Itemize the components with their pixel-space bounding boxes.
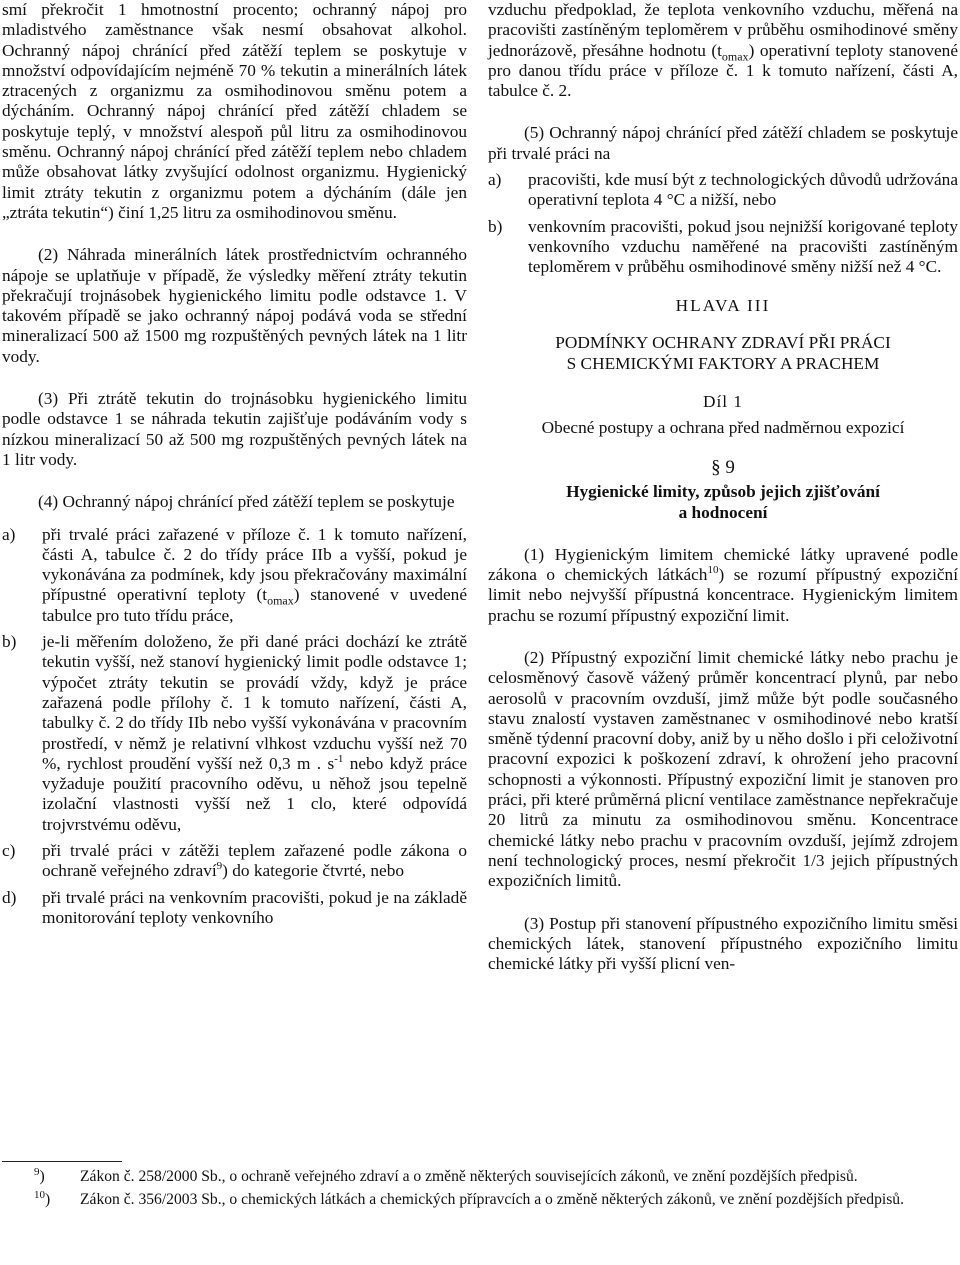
list-item-b [488, 217, 958, 278]
part-heading: HLAVA III [675, 295, 771, 315]
footnote-reference: 10 [707, 564, 719, 577]
paragraph-4-intro: (4) Ochranný nápoj chránící před zátěží teplem se poskytuje [38, 492, 455, 512]
list-marker: d) [2, 887, 17, 907]
list-item-text: ) do kategorie čtvrté, nebo [222, 861, 404, 881]
footnote-reference: 9 [216, 860, 223, 873]
paragraph-text: ) operativní teploty stanovené pro danou třídu práce v příloze č. 1 k tomuto nařízení, části A, tabulce č. 2. [488, 40, 958, 101]
paragraph-text: (1) Hygienickým limitem chemické látky upravené podle zákona o chemických látkách [488, 544, 958, 585]
list-marker: a) [2, 524, 16, 544]
list-item-text: při trvalé práci na venkovním pracovišti, pokud je na základě monitorování teploty venkovního [42, 887, 467, 927]
list-item-text: venkovním pracovišti, pokud jsou nejnižší korigované teploty venkovního vzduchu naměřené na pracovišti zastíněným teploměrem v průběhu osmihodinové směny nižší než 4 °C. [528, 216, 958, 277]
list-item-text: při trvalé práci zařazené v příloze č. 1 k tomuto nařízení, části A, tabulce č. 2 do třídy práce IIb a vyšší, pokud je vykonávána za podmínek, kdy jsou překračovány maximální přípustné operativní teploty (t [42, 524, 467, 605]
list-item-text: nebo když práce vyžaduje použití pracovního oděvu, u něhož jsou tepelně izolační vlastnosti vyšší než 1 clo, které odpovídá trojvrstvému oděvu, [42, 753, 467, 834]
section-paragraph-3: (3) Postup při stanovení přípustného expozičního limitu směsi chemických látek, stanovení přípustného expozičního limitu chemické látky při vyšší plicní ven- [488, 913, 958, 974]
paragraph-2: (2) Náhrada minerálních látek prostřednictvím ochranného nápoje se uplatňuje v případě, že výsledky měření ztráty tekutin překračují trojnásobek hygienického limitu podle odstavce 1. V takovém případě se jako ochranný nápoj podává voda se střední mineralizací 500 až 1500 mg rozpuštěných pevných látek na 1 litr vody. [2, 245, 467, 366]
section-paragraph-2: (2) Přípustný expoziční limit chemické látky nebo prachu je celosměnový časově vážený průměr koncentrací plynů, par nebo aerosolů v pracovním ovzduší, jimž může být podle současného stavu znalostí vystaven zaměstnanec v osmihodinové nebo kratší směně týdenní pracovní doby, aniž by u něho došlo i při celoživotní pracovní expozici k poškození zdraví, k ohrožení jeho pracovní schopnosti a výkonnosti. Přípustný expoziční limit je stanoven pro práci, při které průměrná plicní ventilace zaměstnance nepřekračuje 20 litrů za minutu za osmihodinovou směnu. Koncentrace chemické látky nebo prachu v pracovním ovzduší, jejímž zdrojem není technologický proces, nesmí překročit 1/3 jejich přípustných expozičních limitů. [488, 647, 958, 891]
footnote-number: 10 [34, 1188, 45, 1201]
footnote-marker: $^{10}$) [34, 1188, 51, 1208]
list-item-b [2, 632, 467, 835]
paragraph-5-list [488, 170, 958, 277]
list-marker: b) [2, 632, 17, 652]
paragraph-4d-continuation [488, 0, 958, 101]
left-column [2, 0, 467, 934]
right-column [488, 0, 958, 974]
paragraph-text: ) se rozumí přípustný expoziční limit nebo nejvyšší přípustná koncentrace. Hygienickým limitem prachu se rozumí přípustný expoziční limit. [488, 565, 959, 625]
footnote-separator [2, 1161, 122, 1162]
footnote-number: 9 [34, 1165, 40, 1178]
list-marker: b) [488, 216, 503, 236]
paragraph-5-intro: (5) Ochranný nápoj chránící před zátěží chladem se poskytuje při trvalé práci na [488, 123, 958, 163]
division-heading: Díl 1 [702, 391, 744, 411]
section-number: § 9 [711, 457, 735, 479]
list-item-a [2, 525, 467, 626]
footnotes [34, 1167, 959, 1213]
list-item-text: pracovišti, kde musí být z technologických důvodů udržována operativní teplota 4 °C a nižší, nebo [528, 170, 958, 210]
paragraph-4-list [2, 525, 467, 929]
list-item-text: ) stanovené v uvedené tabulce pro tuto třídu práce, [42, 585, 467, 625]
subscript: omax [267, 593, 294, 608]
superscript: -1 [334, 753, 344, 766]
list-item-text: při trvalé práci v zátěži teplem zařazené podle zákona o ochraně veřejného zdraví [42, 840, 467, 881]
subscript: omax [721, 49, 749, 64]
list-item-text: je-li měřením doloženo, že při dané práci dochází ke ztrátě tekutin vyšší, než stanoví hygienický limit podle odstavce 1; výpočet ztráty tekutin se provádí vždy, když je práce zařazená podle přílohy č. 1 k tomuto nařízení, části A, tabulky č. 2 do třídy IIb nebo vyšší vykonávána v pracovním prostředí, v němž je relativní vlhkost vzduchu vyšší než 70 %, rychlost proudění vyšší než 0,3 m . s [42, 632, 467, 773]
section-title [488, 481, 958, 523]
footnote-text: Zákon č. 356/2003 Sb., o chemických látkách a chemických přípravcích a o změně některých zákonů, ve znění pozdějších předpisů. [80, 1191, 905, 1208]
section-title-line: Hygienické limity, způsob jejich zjišťování [566, 481, 880, 501]
section-paragraph-1 [488, 545, 958, 626]
list-marker: a) [488, 170, 502, 190]
paragraph-3: (3) Při ztrátě tekutin do trojnásobku hygienického limitu podle odstavce 1 se náhrada tekutin zajišťuje podáváním vody s nízkou mineralizací 50 až 500 mg rozpuštěných pevných látek na 1 litr vody. [2, 389, 467, 469]
list-marker: c) [2, 840, 16, 860]
list-item-c [2, 841, 467, 882]
footnote-marker: $^9$) [34, 1165, 45, 1185]
list-item-d [2, 888, 467, 929]
part-title [488, 332, 958, 374]
footnote-text: Zákon č. 258/2000 Sb., o ochraně veřejného zdraví a o změně některých souvisejících zákonů, ve znění pozdějších předpisů. [80, 1168, 858, 1185]
division-title: Obecné postupy a ochrana před nadměrnou expozicí [541, 418, 905, 438]
section-title-line: a hodnocení [678, 502, 768, 522]
paragraph-continuation: smí překročit 1 hmotnostní procento; ochranný nápoj pro mladistvého zaměstnance však nesmí obsahovat alkohol. Ochranný nápoj chránící před zátěží teplem se poskytuje v množství odpovídajícím nejméně 70 % tekutin a minerálních látek ztracených z organizmu za osmihodinovou směnu potem a dýcháním. Ochranný nápoj chránící před zátěží chladem se poskytuje teplý, v množství alespoň půl litru za osmihodinovou směnu. Ochranný nápoj chránící před zátěží teplem nebo chladem může obsahovat látky zvyšující odolnost organizmu. Hygienický limit ztráty tekutin z organizmu potem a dýcháním (dále jen „ztráta tekutin“) činí 1,25 litru za osmihodinovou směnu. [2, 0, 467, 222]
part-title-line: S CHEMICKÝMI FAKTORY A PRACHEM [566, 353, 880, 373]
paragraph-text: vzduchu předpoklad, že teplota venkovního vzduchu, měřená na pracovišti zastíněným teploměrem v průběhu osmihodinové směny jednorázově, přesáhne hodnotu (t [488, 0, 958, 60]
list-item-a [488, 170, 958, 211]
footnote-9 [34, 1167, 959, 1186]
footnote-10 [34, 1190, 959, 1209]
part-title-line: PODMÍNKY OCHRANY ZDRAVÍ PŘI PRÁCI [555, 332, 891, 352]
